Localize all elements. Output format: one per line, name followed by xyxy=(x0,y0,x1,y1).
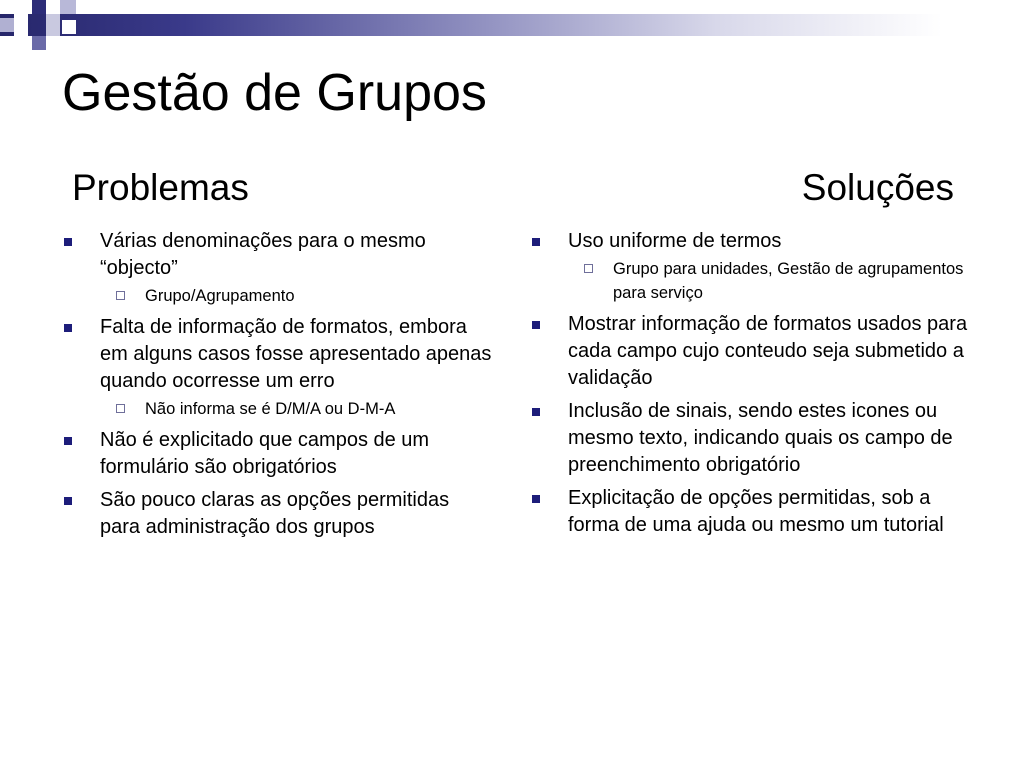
list-item-text: Mostrar informação de formatos usados para cada campo cujo conteudo seja submetido a validação xyxy=(568,313,968,389)
list-item xyxy=(530,228,980,305)
decor-square xyxy=(46,14,60,36)
list-item xyxy=(62,487,492,541)
problems-heading: Problemas xyxy=(72,167,249,208)
filled-square-bullet-icon xyxy=(64,437,72,445)
decor-square xyxy=(62,20,76,34)
problems-column xyxy=(62,228,492,547)
list-item-text: Falta de informação de formatos, embora em alguns casos fosse apresentado apenas quando ocorresse um erro xyxy=(100,316,492,392)
sub-list-item-text: Grupo/Agrupamento xyxy=(145,287,295,305)
sub-list xyxy=(100,284,492,308)
header-gradient-bar xyxy=(0,14,1024,36)
hollow-square-bullet-icon xyxy=(116,404,125,413)
slide-title: Gestão de Grupos xyxy=(62,64,487,122)
list-item xyxy=(530,311,980,392)
decor-square xyxy=(14,14,28,36)
list-item-text: Várias denominações para o mesmo “objecto” xyxy=(100,230,426,279)
sub-list xyxy=(100,397,492,421)
hollow-square-bullet-icon xyxy=(584,264,593,273)
list-item xyxy=(62,427,492,481)
list-item xyxy=(530,485,980,539)
sub-list xyxy=(568,257,980,305)
decor-square xyxy=(0,18,14,32)
filled-square-bullet-icon xyxy=(532,408,540,416)
list-item xyxy=(530,398,980,479)
list-item-text: Não é explicitado que campos de um formulário são obrigatórios xyxy=(100,429,430,478)
sub-list-item xyxy=(100,397,492,421)
solutions-list xyxy=(530,228,980,539)
list-item-text: Inclusão de sinais, sendo estes icones ou mesmo texto, indicando quais os campo de preenchimento obrigatório xyxy=(568,400,953,476)
problems-list xyxy=(62,228,492,541)
decor-square xyxy=(32,36,46,50)
sub-list-item-text: Grupo para unidades, Gestão de agrupamentos para serviço xyxy=(613,260,964,302)
solutions-heading: Soluções xyxy=(801,167,954,208)
filled-square-bullet-icon xyxy=(64,238,72,246)
decor-square xyxy=(60,0,76,14)
sub-list-item-text: Não informa se é D/M/A ou D-M-A xyxy=(145,400,396,418)
list-item-text: Explicitação de opções permitidas, sob a forma de uma ajuda ou mesmo um tutorial xyxy=(568,487,944,536)
filled-square-bullet-icon xyxy=(532,238,540,246)
sub-list-item xyxy=(100,284,492,308)
filled-square-bullet-icon xyxy=(64,324,72,332)
filled-square-bullet-icon xyxy=(532,321,540,329)
hollow-square-bullet-icon xyxy=(116,291,125,300)
list-item-text: São pouco claras as opções permitidas para administração dos grupos xyxy=(100,489,450,538)
list-item xyxy=(62,314,492,421)
filled-square-bullet-icon xyxy=(532,495,540,503)
decor-square xyxy=(32,0,46,14)
solutions-column xyxy=(530,228,980,545)
filled-square-bullet-icon xyxy=(64,497,72,505)
list-item-text: Uso uniforme de termos xyxy=(568,230,782,252)
decor-square xyxy=(0,0,14,14)
sub-list-item xyxy=(568,257,980,305)
list-item xyxy=(62,228,492,308)
